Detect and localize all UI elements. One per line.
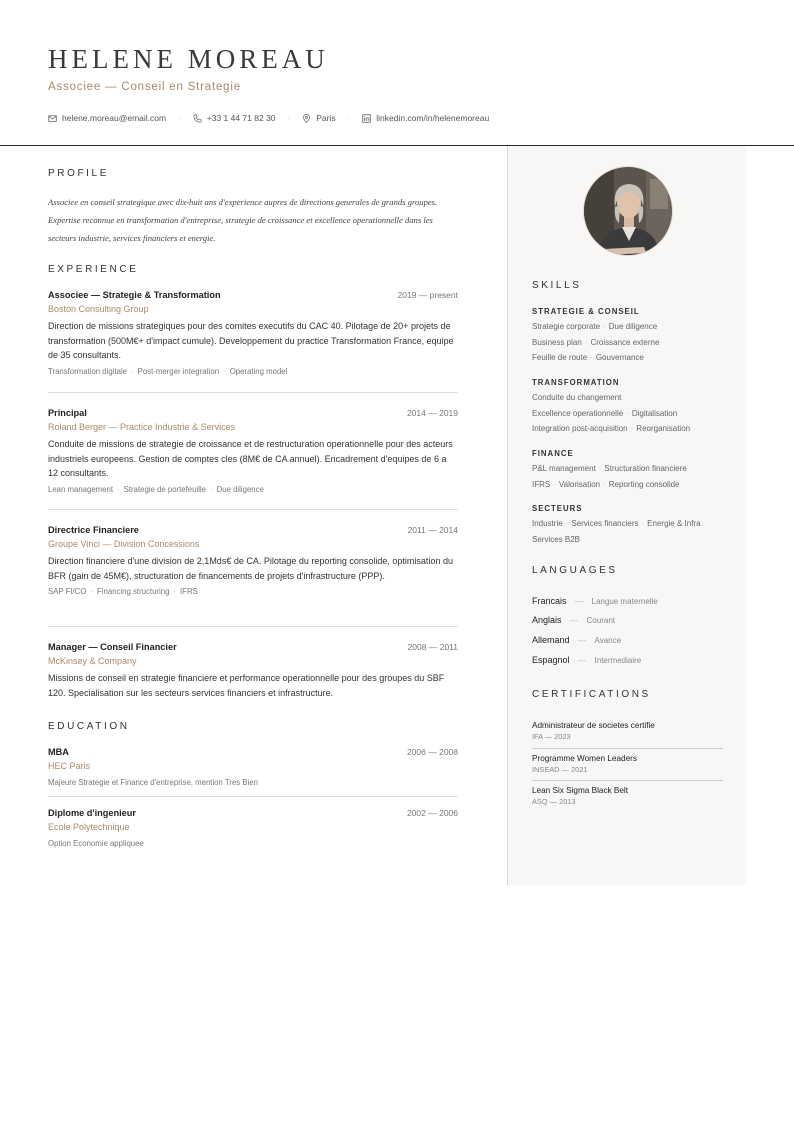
job-company: Roland Berger — Practice Industrie & Services — [48, 422, 236, 432]
skill: Reorganisation — [636, 424, 691, 433]
experience-item — [48, 642, 458, 700]
certification-item — [532, 786, 723, 806]
skill-group: FINANCE P&L management · Structuration financiere IFRS · Valorisation · Reporting consolide — [532, 449, 732, 489]
skill: Energie & Infra — [647, 519, 701, 528]
job-title: Manager — Conseil Financier — [48, 642, 177, 652]
job-dates: 2019 — present — [397, 290, 458, 300]
education-item — [48, 808, 458, 848]
tag: Due diligence — [216, 484, 264, 494]
language-name: Allemand — [532, 635, 570, 645]
certification-name: Lean Six Sigma Black Belt — [532, 786, 629, 795]
job-tags: Lean management · Strategie de portefeuille · Due diligence — [48, 484, 264, 494]
certification-item — [532, 754, 723, 774]
language-item: Allemand — Avance — [532, 635, 622, 645]
skill-group: STRATEGIE & CONSEIL Strategie corporate · Due diligence Business plan · Croissance externe Feuille de route · Gouvernance — [532, 307, 732, 363]
skill: Due diligence — [608, 322, 658, 331]
certification-issuer: ASQ — 2013 — [532, 797, 576, 806]
entry-divider — [48, 796, 458, 797]
entry-divider — [48, 509, 458, 510]
certification-name: Administrateur de societes certifie — [532, 721, 655, 730]
languages-heading: LANGUAGES — [532, 565, 618, 576]
language-item: Francais — Langue maternelle — [532, 596, 658, 606]
job-dates: 2008 — 2011 — [407, 642, 458, 652]
skill: Feuille de route — [532, 353, 588, 362]
education-heading: EDUCATION — [48, 721, 130, 732]
phone-icon — [193, 114, 202, 123]
job-company: Groupe Vinci — Division Concessions — [48, 539, 200, 549]
skill: Structuration financiere — [604, 464, 687, 473]
skill: Services financiers — [571, 519, 639, 528]
resume-header — [0, 0, 794, 146]
degree-dates: 2002 — 2006 — [406, 808, 458, 818]
skill: Croissance externe — [590, 337, 660, 347]
email-text: helene.moreau@email.com — [62, 113, 167, 123]
certification-name: Programme Women Leaders — [532, 754, 637, 763]
education-item — [48, 747, 458, 787]
skill-group-title: TRANSFORMATION — [532, 378, 620, 387]
job-description: Direction de missions strategiques pour des comites executifs du CAC 40. Pilotage de 20+ projets de transformation (500M€+ d'impact cumule). Developpement du practice Transformation France, equipe de 35 consultants. — [48, 321, 454, 361]
tag: SAP FI/CO — [48, 587, 87, 597]
job-tags: SAP FI/CO · Financing structuring · IFRS — [48, 587, 198, 597]
skill-group: SECTEURS Industrie · Services financiers · Energie & Infra Services B2B — [532, 504, 732, 544]
skill: Valorisation — [558, 479, 601, 489]
profile-heading: PROFILE — [48, 168, 109, 179]
job-title: Directrice Financiere — [48, 525, 139, 535]
skill-group-title: STRATEGIE & CONSEIL — [532, 307, 640, 316]
candidate-role: Associee — Conseil en Strategie — [48, 81, 241, 93]
contact-linkedin[interactable] — [362, 113, 489, 123]
contact-separator: · — [178, 113, 181, 123]
tag: Operating model — [229, 366, 288, 376]
sidebar — [507, 146, 746, 885]
tag: Strategie de portefeuille — [123, 484, 206, 494]
job-dates: 2011 — 2014 — [407, 525, 458, 535]
profile-photo — [583, 166, 673, 256]
certification-divider — [532, 748, 723, 749]
skill: IFRS — [532, 479, 551, 489]
contact-separator: · — [347, 113, 351, 123]
candidate-name: HELENE MOREAU — [48, 44, 329, 74]
certification-item — [532, 721, 723, 741]
job-dates: 2014 — 2019 — [406, 408, 458, 418]
degree-title: MBA — [48, 747, 69, 757]
skill-group: TRANSFORMATION Conduite du changement Excellence operationnelle · Digitalisation Integration post-acquisition · Reorganisation — [532, 378, 732, 434]
job-description: Conduite de missions de strategie de croissance et de restructuration operationnelle pour des acteurs industriels europeens. Gestion de comptes cles (8M€ de CA annuel). Encadrement d'equipes de 6 a 12 consultants. — [48, 439, 453, 479]
language-item: Anglais — Courant — [532, 615, 615, 625]
language-name: Francais — [532, 596, 567, 606]
language-level: Courant — [586, 616, 615, 625]
contact-email[interactable] — [48, 113, 166, 123]
experience-heading: EXPERIENCE — [48, 264, 139, 275]
skill: Gouvernance — [595, 353, 644, 362]
linkedin-text: linkedin.com/in/helenemoreau — [376, 113, 490, 123]
job-company: Boston Consulting Group — [48, 304, 149, 314]
entry-divider — [48, 392, 458, 393]
skills-heading: SKILLS — [532, 280, 582, 291]
experience-item — [48, 290, 458, 376]
skill: Reporting consolide — [608, 479, 680, 489]
school-name: Ecole Polytechnique — [48, 822, 130, 832]
tag: Financing structuring — [97, 587, 170, 597]
tag: IFRS — [180, 587, 198, 597]
school-name: HEC Paris — [48, 761, 91, 771]
language-name: Anglais — [532, 615, 562, 625]
job-title: Principal — [48, 408, 87, 418]
skill: P&L management — [532, 464, 596, 473]
language-item: Espagnol — Intermediaire — [532, 655, 642, 665]
skill: Industrie — [532, 519, 563, 528]
language-level: Avance — [594, 636, 622, 645]
linkedin-icon — [362, 114, 371, 123]
skill: Strategie corporate — [532, 322, 601, 331]
contact-bar — [48, 113, 489, 123]
skill: Business plan — [532, 337, 582, 347]
job-tags: Transformation digitale · Post-merger integration · Operating model — [48, 366, 288, 376]
experience-item — [48, 525, 458, 596]
skill: Conduite du changement — [532, 393, 622, 402]
certification-issuer: IFA — 2023 — [532, 732, 571, 741]
mail-icon — [48, 114, 57, 123]
degree-dates: 2006 — 2008 — [406, 747, 458, 757]
tag: Transformation digitale — [48, 366, 128, 376]
profile-summary: Associee en conseil strategique avec dix-huit ans d'experience aupres de directions generales de grands groupes. Expertise reconnue en transformation d'entreprise, strategie de croissance et excellence operationnelle dans les secteurs industrie, services financiers et energie. — [48, 197, 438, 243]
tag: Lean management — [48, 484, 114, 494]
location-pin-icon — [302, 114, 311, 123]
degree-title: Diplome d'ingenieur — [48, 808, 136, 818]
contact-location — [302, 113, 335, 123]
job-company: McKinsey & Company — [48, 656, 137, 666]
experience-item — [48, 408, 458, 494]
contact-separator: · — [287, 113, 291, 123]
skill-group-title: FINANCE — [532, 449, 574, 458]
language-level: Langue maternelle — [591, 597, 658, 606]
phone-text: +33 1 44 71 82 30 — [206, 113, 276, 123]
degree-detail: Majeure Strategie et Finance d'entreprise, mention Tres Bien — [48, 778, 258, 787]
job-title: Associee — Strategie & Transformation — [48, 290, 221, 300]
job-description: Missions de conseil en strategie financiere et performance operationnelle pour des groupes du SBF 120. Specialisation sur les secteurs services financiers et infrastructure. — [48, 673, 445, 698]
language-level: Intermediaire — [594, 656, 642, 665]
skill: Excellence operationnelle — [532, 408, 624, 418]
skill-group-title: SECTEURS — [532, 504, 583, 513]
contact-phone[interactable] — [193, 113, 276, 123]
job-description: Direction financiere d'une division de 2,1Mds€ de CA. Pilotage du reporting consolide, optimisation du BFR (gain de 45M€), structuration de financements de projets d'infrastructure (PPP). — [48, 556, 453, 581]
skill: Integration post-acquisition — [532, 424, 628, 433]
certification-issuer: INSEAD — 2021 — [532, 765, 588, 774]
certifications-heading: CERTIFICATIONS — [532, 689, 651, 700]
location-text: Paris — [316, 113, 336, 123]
language-name: Espagnol — [532, 655, 570, 665]
tag: Post-merger integration — [137, 366, 220, 376]
entry-divider — [48, 626, 458, 627]
skill: Services B2B — [532, 534, 581, 544]
skill: Digitalisation — [631, 408, 678, 418]
certification-divider — [532, 780, 723, 781]
degree-detail: Option Economie appliquee — [48, 839, 144, 848]
